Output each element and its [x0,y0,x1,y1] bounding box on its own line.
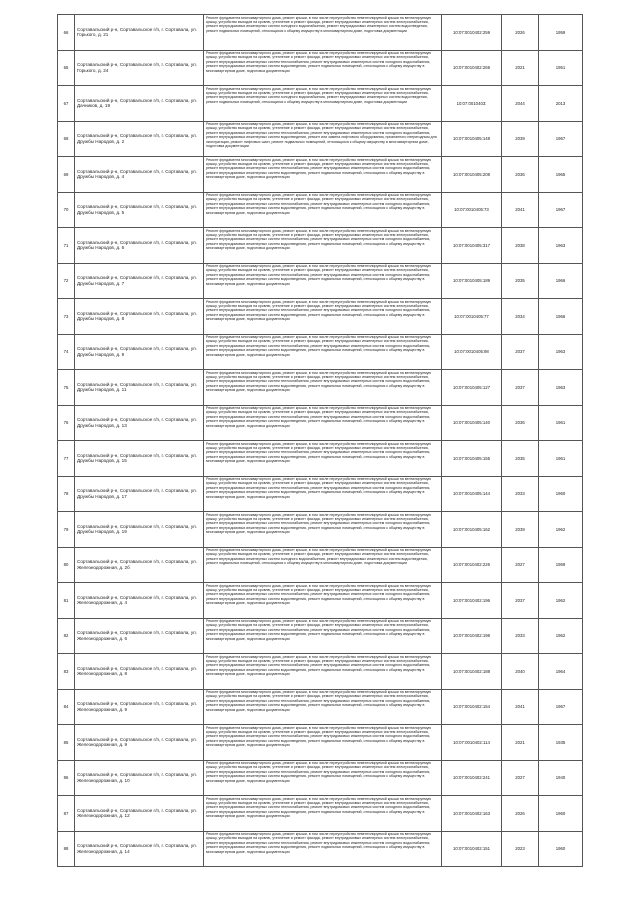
built-year-cell: 1966 [539,299,583,335]
table-row [58,157,583,193]
built-year-cell: 1940 [539,760,583,796]
cadastral-number-cell: 10:07:0010405:162 [442,512,502,548]
row-number: 74 [58,334,75,370]
built-year-cell: 1967 [539,121,583,157]
address-cell: Сортавальский р-н, Сортавальское г/п, г. Сортавала, ул. Железнодорожная, д. 9 [75,689,204,725]
cadastral-number-cell: 10:07:0010405:148 [442,121,502,157]
planned-year-cell: 2023 [502,831,539,867]
built-year-cell: 1963 [539,228,583,264]
planned-year-cell: 2033 [502,476,539,512]
table-row [58,86,583,122]
row-number: 79 [58,512,75,548]
planned-year-cell: 2036 [502,405,539,441]
address-cell: Сортавальский р-н, Сортавальское г/п, г. Сортавала, ул. Дружбы Народов, д. 8 [75,299,204,335]
built-year-cell: 1962 [539,618,583,654]
row-number: 87 [58,796,75,832]
planned-year-cell: 2035 [502,263,539,299]
built-year-cell: 1967 [539,192,583,228]
table-row [58,547,583,583]
row-number: 86 [58,760,75,796]
table-row [58,228,583,264]
built-year-cell: 1967 [539,689,583,725]
cadastral-number-cell: 10:07:0010402:196 [442,583,502,619]
table-row [58,689,583,725]
address-cell: Сортавальский р-н, Сортавальское г/п, г. Сортавала, ул. Железнодорожная, д. 10 [75,760,204,796]
works-cell: Ремонт фундамента многоквартирного дома, ремонт крыши, в том числе переустройство невентилируемой крыши на вентилируемую крышу, устройство выходов на кровлю, утепление и ремонт фасада, ремонт внутридомовых инженерных систем электроснабжения, ремонт внутридомовых инженерных систем теплоснабжения, ремонт внутридомовых инженерных систем холодного водоснабжения, ремонт внутридомовых инженерных систем водоотведения, ремонт подвальных помещений, относящихся к общему имуществу в многоквартирном доме, подготовка документации [204,192,442,228]
row-number: 69 [58,157,75,193]
address-cell: Сортавальский р-н, Сортавальское г/п, г. Сортавала, ул. Горького, д. 21 [75,15,204,51]
cadastral-number-cell: 10:07:0010405:155 [442,441,502,477]
works-cell: Ремонт фундамента многоквартирного дома, ремонт крыши, в том числе переустройство невентилируемой крыши на вентилируемую крышу, устройство выходов на кровлю, утепление и ремонт фасада, ремонт внутридомовых инженерных систем электроснабжения, ремонт внутридомовых инженерных систем теплоснабжения, ремонт внутридомовых инженерных систем холодного водоснабжения, ремонт внутридомовых инженерных систем водоотведения, ремонт подвальных помещений, относящихся к общему имуществу в многоквартирном доме, подготовка документации [204,334,442,370]
table-row [58,50,583,86]
address-cell: Сортавальский р-н, Сортавальское г/п, г. Сортавала, ул. Дачников, д. 19 [75,86,204,122]
planned-year-cell: 2034 [502,299,539,335]
table-row [58,831,583,867]
planned-year-cell: 2033 [502,618,539,654]
address-cell: Сортавальский р-н, Сортавальское г/п, г. Сортавала, ул. Дружбы Народов, д. 11 [75,370,204,406]
table-row [58,370,583,406]
cadastral-number-cell: 10:07:0010405:73 [442,192,502,228]
row-number: 77 [58,441,75,477]
cadastral-number-cell: 10:07:0010405:208 [442,157,502,193]
address-cell: Сортавальский р-н, Сортавальское г/п, г. Сортавала, ул. Железнодорожная, д. 14 [75,831,204,867]
planned-year-cell: 2037 [502,334,539,370]
works-cell: Ремонт фундамента многоквартирного дома, ремонт крыши, в том числе переустройство невентилируемой крыши на вентилируемую крышу, устройство выходов на кровлю, утепление и ремонт фасада, ремонт внутридомовых инженерных систем электроснабжения, ремонт внутридомовых инженерных систем теплоснабжения, ремонт внутридомовых инженерных систем холодного водоснабжения, ремонт внутридомовых инженерных систем водоотведения, ремонт подвальных помещений, относящихся к общему имуществу в многоквартирном доме, подготовка документации [204,370,442,406]
built-year-cell: 1960 [539,831,583,867]
works-cell: Ремонт фундамента многоквартирного дома, ремонт крыши, в том числе переустройство невентилируемой крыши на вентилируемую крышу, устройство выходов на кровлю, утепление и ремонт фасада, ремонт внутридомовых инженерных систем электроснабжения, ремонт внутридомовых инженерных систем теплоснабжения, ремонт внутридомовых инженерных систем холодного водоснабжения, ремонт внутридомовых инженерных систем водоотведения, ремонт подвальных помещений, относящихся к общему имуществу в многоквартирном доме, подготовка документации [204,512,442,548]
table-row [58,441,583,477]
works-cell: Ремонт фундамента многоквартирного дома, ремонт крыши, в том числе переустройство невентилируемой крыши на вентилируемую крышу, устройство выходов на кровлю, утепление и ремонт фасада, ремонт внутридомовых инженерных систем электроснабжения, ремонт внутридомовых инженерных систем теплоснабжения, ремонт внутридомовых инженерных систем холодного водоснабжения, ремонт внутридомовых инженерных систем водоотведения, ремонт подвальных помещений, относящихся к общему имуществу в многоквартирном доме, подготовка документации [204,405,442,441]
address-cell: Сортавальский р-н, Сортавальское г/п, г. Сортавала, ул. Дружбы Народов, д. 13 [75,405,204,441]
works-cell: Ремонт фундамента многоквартирного дома, ремонт крыши, в том числе переустройство невентилируемой крыши на вентилируемую крышу, устройство выходов на кровлю, утепление и ремонт фасада, ремонт внутридомовых инженерных систем электроснабжения, ремонт внутридомовых инженерных систем теплоснабжения, ремонт внутридомовых инженерных систем холодного водоснабжения, ремонт внутридомовых инженерных систем водоотведения, ремонт подвальных помещений, относящихся к общему имуществу в многоквартирном доме, подготовка документации [204,228,442,264]
row-number: 83 [58,654,75,690]
planned-year-cell: 2040 [502,654,539,690]
cadastral-number-cell: 10:07:0010402:259 [442,15,502,51]
table-row [58,618,583,654]
address-cell: Сортавальский р-н, Сортавальское г/п, г. Сортавала, ул. Железнодорожная, д. 2б [75,547,204,583]
cadastral-number-cell: 10:07:0010405:77 [442,299,502,335]
works-cell: Ремонт фундамента многоквартирного дома, ремонт крыши, в том числе переустройство невентилируемой крыши на вентилируемую крышу, устройство выходов на кровлю, утепление и ремонт фасада, ремонт внутридомовых инженерных систем электроснабжения, ремонт внутридомовых инженерных систем теплоснабжения, ремонт внутридомовых инженерных систем холодного водоснабжения, ремонт внутридомовых инженерных систем водоотведения, ремонт подвальных помещений, относящихся к общему имуществу в многоквартирном доме, подготовка документации [204,441,442,477]
cadastral-number-cell: 10:07:0010402:154 [442,689,502,725]
address-cell: Сортавальский р-н, Сортавальское г/п, г. Сортавала, ул. Горького, д. 24 [75,50,204,86]
built-year-cell: 1959 [539,547,583,583]
cadastral-number-cell: 10:07:0010402:163 [442,796,502,832]
row-number: 70 [58,192,75,228]
planned-year-cell: 2038 [502,228,539,264]
cadastral-number-cell: 10:07:0010402:269 [442,50,502,86]
cadastral-number-cell: 10:07:0010405:317 [442,228,502,264]
works-cell: Ремонт фундамента многоквартирного дома, ремонт крыши, в том числе переустройство невентилируемой крыши на вентилируемую крышу, устройство выходов на кровлю, утепление и ремонт фасада, ремонт внутридомовых инженерных систем электроснабжения, ремонт внутридомовых инженерных систем теплоснабжения, ремонт внутридомовых инженерных систем холодного водоснабжения, ремонт внутридомовых инженерных систем водоотведения, ремонт подвальных помещений, относящихся к общему имуществу в многоквартирном доме, подготовка документации [204,157,442,193]
row-number: 68 [58,121,75,157]
works-cell: Ремонт фундамента многоквартирного дома, ремонт крыши, в том числе переустройство невентилируемой крыши на вентилируемую крышу, устройство выходов на кровлю, утепление и ремонт фасада, ремонт внутридомовых инженерных систем электроснабжения, ремонт внутридомовых инженерных систем теплоснабжения, ремонт внутридомовых инженерных систем холодного водоснабжения, ремонт внутридомовых инженерных систем водоотведения, ремонт подвальных помещений, относящихся к общему имуществу в многоквартирном доме, подготовка документации [204,760,442,796]
built-year-cell: 1960 [539,476,583,512]
row-number: 84 [58,689,75,725]
row-number: 72 [58,263,75,299]
row-number: 73 [58,299,75,335]
table-row [58,15,583,51]
works-cell: Ремонт фундамента многоквартирного дома, ремонт крыши, в том числе переустройство невентилируемой крыши на вентилируемую крышу, устройство выходов на кровлю, утепление и ремонт фасада, ремонт внутридомовых инженерных систем электроснабжения, ремонт внутридомовых инженерных систем холодного водоснабжения, ремонт внутридомовых инженерных систем водоотведения, ремонт подвальных помещений, относящихся к общему имуществу в многоквартирном доме, подготовка документации [204,15,442,51]
row-number: 78 [58,476,75,512]
built-year-cell: 1962 [539,512,583,548]
cadastral-number-cell: 10:07:0010405:144 [442,476,502,512]
row-number: 71 [58,228,75,264]
row-number: 88 [58,831,75,867]
built-year-cell: 1966 [539,263,583,299]
table-row [58,583,583,619]
built-year-cell: 1964 [539,654,583,690]
planned-year-cell: 2041 [502,689,539,725]
works-cell: Ремонт фундамента многоквартирного дома, ремонт крыши, в том числе переустройство невентилируемой крыши на вентилируемую крышу, устройство выходов на кровлю, утепление и ремонт фасада, ремонт внутридомовых инженерных систем электроснабжения, ремонт внутридомовых инженерных систем теплоснабжения, ремонт внутридомовых инженерных систем холодного водоснабжения, ремонт внутридомовых инженерных систем водоотведения, ремонт подвальных помещений, относящихся к общему имуществу в многоквартирном доме, подготовка документации [204,831,442,867]
row-number: 81 [58,583,75,619]
cadastral-number-cell: 10:07:0010405:140 [442,405,502,441]
planned-year-cell: 2036 [502,157,539,193]
table-body [58,15,583,867]
cadastral-number-cell: 10:07:0010402:151 [442,831,502,867]
cadastral-number-cell: 10:07:0010402:188 [442,654,502,690]
table-row [58,476,583,512]
table-row [58,796,583,832]
planned-year-cell: 2027 [502,760,539,796]
table-row [58,512,583,548]
works-cell: Ремонт фундамента многоквартирного дома, ремонт крыши, в том числе переустройство невентилируемой крыши на вентилируемую крышу, устройство выходов на кровлю, утепление и ремонт фасада, ремонт внутридомовых инженерных систем электроснабжения, ремонт внутридомовых инженерных систем теплоснабжения, ремонт внутридомовых инженерных систем холодного водоснабжения, ремонт внутридомовых инженерных систем водоотведения, ремонт подвальных помещений, относящихся к общему имуществу в многоквартирном доме, подготовка документации [204,263,442,299]
built-year-cell: 1965 [539,157,583,193]
works-cell: Ремонт фундамента многоквартирного дома, ремонт крыши, в том числе переустройство невентилируемой крыши на вентилируемую крышу, устройство выходов на кровлю, утепление и ремонт фасада, ремонт внутридомовых инженерных систем электроснабжения, ремонт внутридомовых инженерных систем теплоснабжения, ремонт внутридомовых инженерных систем холодного водоснабжения, ремонт внутридомовых инженерных систем водоотведения, ремонт подвальных помещений, относящихся к общему имуществу в многоквартирном доме, подготовка документации [204,725,442,761]
works-cell: Ремонт фундамента многоквартирного дома, ремонт крыши, в том числе переустройство невентилируемой крыши на вентилируемую крышу, устройство выходов на кровлю, утепление и ремонт фасада, ремонт внутридомовых инженерных систем электроснабжения, ремонт внутридомовых инженерных систем теплоснабжения, ремонт внутридомовых инженерных систем холодного водоснабжения, ремонт внутридомовых инженерных систем водоотведения, ремонт подвальных помещений, относящихся к общему имуществу в многоквартирном доме, подготовка документации [204,689,442,725]
address-cell: Сортавальский р-н, Сортавальское г/п, г. Сортавала, ул. Железнодорожная, д. 4 [75,583,204,619]
planned-year-cell: 2044 [502,86,539,122]
built-year-cell: 1963 [539,334,583,370]
cadastral-number-cell: 10:07:0010405:127 [442,370,502,406]
address-cell: Сортавальский р-н, Сортавальское г/п, г. Сортавала, ул. Железнодорожная, д. 9 [75,725,204,761]
planned-year-cell: 2021 [502,725,539,761]
table-row [58,299,583,335]
table-row [58,654,583,690]
row-number: 67 [58,86,75,122]
built-year-cell: 1960 [539,796,583,832]
address-cell: Сортавальский р-н, Сортавальское г/п, г. Сортавала, ул. Дружбы Народов, д. 6 [75,228,204,264]
table-row [58,760,583,796]
cadastral-number-cell: 10:07:0010402:241 [442,760,502,796]
address-cell: Сортавальский р-н, Сортавальское г/п, г. Сортавала, ул. Дружбы Народов, д. 9 [75,334,204,370]
address-cell: Сортавальский р-н, Сортавальское г/п, г. Сортавала, ул. Дружбы Народов, д. 4 [75,157,204,193]
table-row [58,121,583,157]
housing-repair-table [57,14,583,867]
built-year-cell: 1959 [539,15,583,51]
works-cell: Ремонт фундамента многоквартирного дома, ремонт крыши, в том числе переустройство невентилируемой крыши на вентилируемую крышу, устройство выходов на кровлю, утепление и ремонт фасада, ремонт внутридомовых инженерных систем электроснабжения, ремонт внутридомовых инженерных систем теплоснабжения, ремонт внутридомовых инженерных систем холодного водоснабжения, ремонт внутридомовых инженерных систем водоотведения, ремонт подвальных помещений, относящихся к общему имуществу в многоквартирном доме, подготовка документации [204,583,442,619]
cadastral-number-cell: 10:07:0010403: [442,86,502,122]
table-row [58,263,583,299]
table-row [58,405,583,441]
works-cell: Ремонт фундамента многоквартирного дома, ремонт крыши, в том числе переустройство невентилируемой крыши на вентилируемую крышу, устройство выходов на кровлю, утепление и ремонт фасада, ремонт внутридомовых инженерных систем электроснабжения, ремонт внутридомовых инженерных систем холодного водоснабжения, ремонт внутридомовых инженерных систем водоотведения, ремонт подвальных помещений, относящихся к общему имуществу в многоквартирном доме, подготовка документации [204,86,442,122]
row-number: 75 [58,370,75,406]
address-cell: Сортавальский р-н, Сортавальское г/п, г. Сортавала, ул. Дружбы Народов, д. 15 [75,441,204,477]
address-cell: Сортавальский р-н, Сортавальское г/п, г. Сортавала, ул. Железнодорожная, д. 6 [75,618,204,654]
planned-year-cell: 2041 [502,192,539,228]
planned-year-cell: 2021 [502,50,539,86]
row-number: 85 [58,725,75,761]
address-cell: Сортавальский р-н, Сортавальское г/п, г. Сортавала, ул. Дружбы Народов, д. 7 [75,263,204,299]
built-year-cell: 1951 [539,50,583,86]
address-cell: Сортавальский р-н, Сортавальское г/п, г. Сортавала, ул. Железнодорожная, д. 12 [75,796,204,832]
built-year-cell: 1962 [539,583,583,619]
cadastral-number-cell: 10:07:0010402:226 [442,547,502,583]
row-number: 66 [58,15,75,51]
table-row [58,725,583,761]
planned-year-cell: 2039 [502,512,539,548]
built-year-cell: 1961 [539,405,583,441]
works-cell: Ремонт фундамента многоквартирного дома, ремонт крыши, в том числе переустройство невентилируемой крыши на вентилируемую крышу, устройство выходов на кровлю, утепление и ремонт фасада, ремонт внутридомовых инженерных систем электроснабжения, ремонт внутридомовых инженерных систем теплоснабжения, ремонт внутридомовых инженерных систем холодного водоснабжения, ремонт внутридомовых инженерных систем водоотведения, ремонт подвальных помещений, относящихся к общему имуществу в многоквартирном доме, подготовка документации [204,299,442,335]
address-cell: Сортавальский р-н, Сортавальское г/п, г. Сортавала, ул. Железнодорожная, д. 8 [75,654,204,690]
row-number: 82 [58,618,75,654]
cadastral-number-cell: 10:07:0010402:114 [442,725,502,761]
works-cell: Ремонт фундамента многоквартирного дома, ремонт крыши, в том числе переустройство невентилируемой крыши на вентилируемую крышу, устройство выходов на кровлю, утепление и ремонт фасада, ремонт внутридомовых инженерных систем электроснабжения, ремонт внутридомовых инженерных систем теплоснабжения, ремонт внутридомовых инженерных систем холодного водоснабжения, ремонт внутридомовых инженерных систем водоотведения, ремонт подвальных помещений, относящихся к общему имуществу в многоквартирном доме, подготовка документации [204,796,442,832]
planned-year-cell: 2039 [502,121,539,157]
cadastral-number-cell: 10:07:0010405:98 [442,334,502,370]
built-year-cell: 2013 [539,86,583,122]
built-year-cell: 1961 [539,441,583,477]
address-cell: Сортавальский р-н, Сортавальское г/п, г. Сортавала, ул. Дружбы Народов, д. 19 [75,512,204,548]
address-cell: Сортавальский р-н, Сортавальское г/п, г. Сортавала, ул. Дружбы Народов, д. 2 [75,121,204,157]
planned-year-cell: 2026 [502,15,539,51]
cadastral-number-cell: 10:07:0010402:198 [442,618,502,654]
planned-year-cell: 2035 [502,441,539,477]
works-cell: Ремонт фундамента многоквартирного дома, ремонт крыши, в том числе переустройство невентилируемой крыши на вентилируемую крышу, устройство выходов на кровлю, утепление и ремонт фасада, ремонт внутридомовых инженерных систем электроснабжения, ремонт внутридомовых инженерных систем теплоснабжения, ремонт внутридомовых инженерных систем холодного водоснабжения, ремонт внутридомовых инженерных систем водоотведения, ремонт подвальных помещений, относящихся к общему имуществу в многоквартирном доме, подготовка документации [204,50,442,86]
row-number: 65 [58,50,75,86]
works-cell: Ремонт фундамента многоквартирного дома, ремонт крыши, в том числе переустройство невентилируемой крыши на вентилируемую крышу, устройство выходов на кровлю, утепление и ремонт фасада, ремонт внутридомовых инженерных систем электроснабжения, ремонт внутридомовых инженерных систем холодного водоснабжения, ремонт внутридомовых инженерных систем водоотведения, ремонт подвальных помещений, относящихся к общему имуществу в многоквартирном доме, подготовка документации [204,547,442,583]
table-row [58,192,583,228]
works-cell: Ремонт фундамента многоквартирного дома, ремонт крыши, в том числе переустройство невентилируемой крыши на вентилируемую крышу, устройство выходов на кровлю, утепление и ремонт фасада, ремонт внутридомовых инженерных систем электроснабжения, ремонт внутридомовых инженерных систем теплоснабжения, ремонт внутридомовых инженерных систем холодного водоснабжения, ремонт внутридомовых инженерных систем водоотведения, ремонт подвальных помещений, относящихся к общему имуществу в многоквартирном доме, подготовка документации [204,654,442,690]
built-year-cell: 1963 [539,370,583,406]
cadastral-number-cell: 10:07:0010405:189 [442,263,502,299]
planned-year-cell: 2027 [502,547,539,583]
planned-year-cell: 2037 [502,583,539,619]
works-cell: Ремонт фундамента многоквартирного дома, ремонт крыши, в том числе переустройство невентилируемой крыши на вентилируемую крышу, устройство выходов на кровлю, утепление и ремонт фасада, ремонт внутридомовых инженерных систем электроснабжения, ремонт внутридомовых инженерных систем теплоснабжения, ремонт внутридомовых инженерных систем холодного водоснабжения, ремонт внутридомовых инженерных систем водоотведения, ремонт или замена лифтового оборудования, признанного непригодным для эксплуатации, ремонт лифтовых шахт, ремонт подвальных помещений, относящихся к общему имуществу в многоквартирном доме, подготовка документации [204,121,442,157]
address-cell: Сортавальский р-н, Сортавальское г/п, г. Сортавала, ул. Дружбы Народов, д. 17 [75,476,204,512]
row-number: 76 [58,405,75,441]
row-number: 80 [58,547,75,583]
planned-year-cell: 2026 [502,796,539,832]
address-cell: Сортавальский р-н, Сортавальское г/п, г. Сортавала, ул. Дружбы Народов, д. 5 [75,192,204,228]
planned-year-cell: 2037 [502,370,539,406]
built-year-cell: 1935 [539,725,583,761]
works-cell: Ремонт фундамента многоквартирного дома, ремонт крыши, в том числе переустройство невентилируемой крыши на вентилируемую крышу, устройство выходов на кровлю, утепление и ремонт фасада, ремонт внутридомовых инженерных систем электроснабжения, ремонт внутридомовых инженерных систем теплоснабжения, ремонт внутридомовых инженерных систем холодного водоснабжения, ремонт внутридомовых инженерных систем водоотведения, ремонт подвальных помещений, относящихся к общему имуществу в многоквартирном доме, подготовка документации [204,476,442,512]
works-cell: Ремонт фундамента многоквартирного дома, ремонт крыши, в том числе переустройство невентилируемой крыши на вентилируемую крышу, устройство выходов на кровлю, утепление и ремонт фасада, ремонт внутридомовых инженерных систем электроснабжения, ремонт внутридомовых инженерных систем теплоснабжения, ремонт внутридомовых инженерных систем холодного водоснабжения, ремонт внутридомовых инженерных систем водоотведения, ремонт подвальных помещений, относящихся к общему имуществу в многоквартирном доме, подготовка документации [204,618,442,654]
table-row [58,334,583,370]
